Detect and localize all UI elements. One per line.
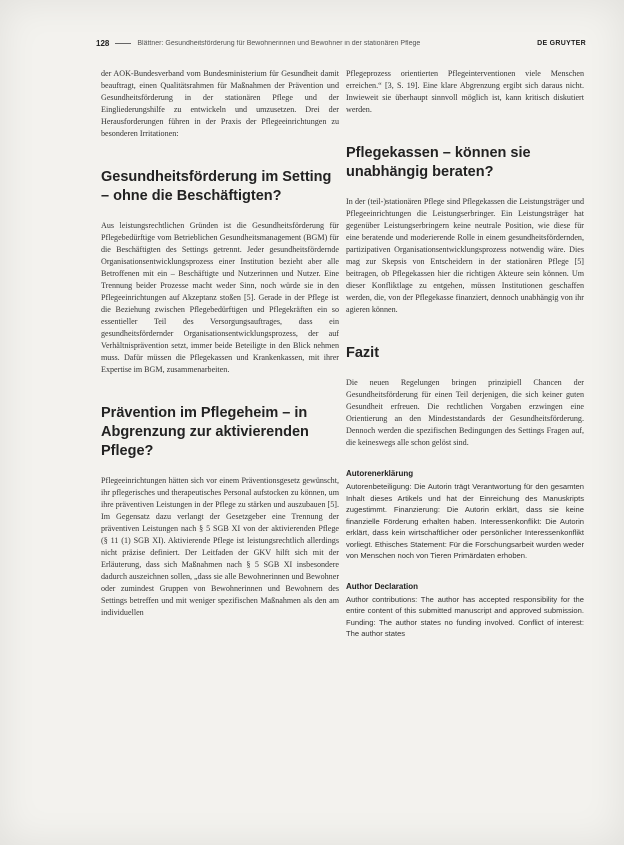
section-paragraph-praevention: Pflegeeinrichtungen hätten sich vor einem Präventionsgesetz gewünscht, ihr pflegerisches und therapeutisches Personal aufstocken zu können, um ihre präventiven Leistungen in der Pflege zu stärken und auszubauen [5]. Im Gegensatz dazu verlangt der Gesetzgeber eine Trennung der präventiven Leistungen nach § 5 SGB XI von der aktivierenden Pflege (§ 11 (1) SGB XI). Aktivierende Pflege ist leistungsrechtlich allerdings nicht präzise definiert. Der Leitfaden der GKV hilft sich mit der Erläuterung, dass sich Maßnahmen nach § 5 SGB XI insbesondere dadurch auszeichnen sollen, „dass sie alle Bewohnerinnen und Bewohner oder zumindest Gruppen von Bewohnerinnen und Bewohnern des Settings betreffen und mit weniger spezifischen Maßnahmen als den am individuellen: [101, 476, 340, 617]
section-heading-setting: Gesundheitsförderung im Setting – ohne die Beschäftigten?: [101, 169, 332, 204]
page-number: 128: [96, 38, 110, 48]
left-column: [101, 68, 339, 619]
section-heading-fazit: Fazit: [346, 345, 380, 361]
running-title: Blättner: Gesundheitsförderung für Bewohnerinnen und Bewohner in der stationären Pflege: [137, 39, 421, 47]
continued-paragraph: Pflegeprozess orientierten Pflegeinterventionen viele Menschen erreichen.“ [3, S. 19]. Eine klare Abgrenzung ergibt sich daraus nicht. Inwieweit sie überhaupt sinnvoll möglich ist, kann kritisch diskutiert werden.: [346, 69, 584, 114]
section-heading-pflegekassen: Pflegekassen – können sie unabhängig beraten?: [346, 145, 531, 180]
author-declaration-text: Author contributions: The author has accepted responsibility for the entire content of this submitted manuscript and approved submission. Funding: The author states no funding involved. Conflict of interest: The author states: [346, 594, 584, 638]
autorenerklaerung-block: [346, 469, 584, 562]
intro-paragraph: der AOK-Bundesverband vom Bundesministerium für Gesundheit damit beauftragt, einen Qualitätsrahmen für Maßnahmen der Prävention und Gesundheitsförderung in der stationären Pflege und der Eingliederungshilfe zu entwickeln und umzusetzen. Drei der Herausforderungen führen in der Praxis der Pflegeeinrichtungen zu besonderen Irritationen:: [101, 69, 339, 138]
section-heading-praevention: Prävention im Pflegeheim – in Abgrenzung zur aktivierenden Pflege?: [101, 405, 309, 459]
author-declaration-heading: Author Declaration: [346, 581, 419, 591]
section-paragraph-fazit: Die neuen Regelungen bringen prinzipiell Chancen der Gesundheitsförderung für einen Teil derjenigen, die sich keiner guten Gesundheit erfreuen. Die rechtlichen Vorgaben erzwingen eine Orientierung an den Mindeststandards der Gesundheitsförderung. Dennoch werden die spezifischen Bedingungen des Settings Fragen auf, die keineswegs alle schon gelöst sind.: [346, 378, 584, 447]
right-column: [346, 68, 584, 640]
section-paragraph-pflegekassen: In der (teil-)stationären Pflege sind Pflegekassen die Leistungsträger und Pflegeeinrichtungen die Leistungserbringer. Ein Leistungsträger hat gegenüber Leistungserbringern keine neutrale Position, wie diese für eine beratende und moderierende Rolle in einem gesundheitsfördernden, partizipativen Organisationsentwicklungsprozess notwendig wäre. Dies mag zur Skepsis von Entscheidern in der stationären Pflege [5] beitragen, ob Pflegekassen hier die richtigen Akteure sein können. Um dieser Konfliktlage zu entgehen, müssen Institutionen geschaffen werden, die, von der Pflegekasse finanziert, dennoch unabhängig von ihr agieren können.: [346, 197, 584, 314]
autorenerklaerung-heading: Autorenerklärung: [346, 469, 414, 478]
author-declaration-block: [346, 582, 584, 640]
section-paragraph-setting: Aus leistungsrechtlichen Gründen ist die Gesundheitsförderung für Pflegebedürftige vom Betrieblichen Gesundheitsmanagement (BGM) für die Beschäftigten des Settings getrennt. Jeder gesundheitsfördernde Organisationsentwicklungsprozess einer Institution bezieht aber alle Betroffenen mit ein – Beschäftigte und Nutzerinnen und Nutzer. Eine Trennung beider Prozesse macht weder Sinn, noch würde sie in den Pflegeeinrichtungen auf Akzeptanz stoßen [5]. Gerade in der Pflege ist die Beziehung zwischen Pflegebedürftigen und Pflegekräften ein so essentieller Teil des Versorgungsauftrages, dass ein gesundheitsfördernder Organisationsentwicklungsprozess, der auf Verhältnisprävention setzt, immer beide Beteiligte in den Blick nehmen muss. Dafür müssen die Pflegekassen und Krankenkassen, mit ihrer Expertise im BGM, zusammenarbeiten.: [101, 221, 339, 374]
autorenerklaerung-text: Autorenbeteiligung: Die Autorin trägt Verantwortung für den gesamten Inhalt dieses Artikels und hat der Einreichung des Manuskripts zugestimmt. Finanzierung: Die Autorin erklärt, dass sie keine finanzielle Förderung erhalten haben. Interessenkonflikt: Die Autorin erklärt, dass kein wirtschaftlicher oder persönlicher Interessenkonflikt vorliegt. Ethisches Statement: Für die Forschungsarbeit wurden weder von Menschen noch von Tieren Primärdaten erhoben.: [346, 482, 584, 560]
publisher-logo: DE GRUYTER: [537, 39, 586, 47]
running-header: [96, 35, 586, 51]
header-dash: [115, 43, 131, 44]
